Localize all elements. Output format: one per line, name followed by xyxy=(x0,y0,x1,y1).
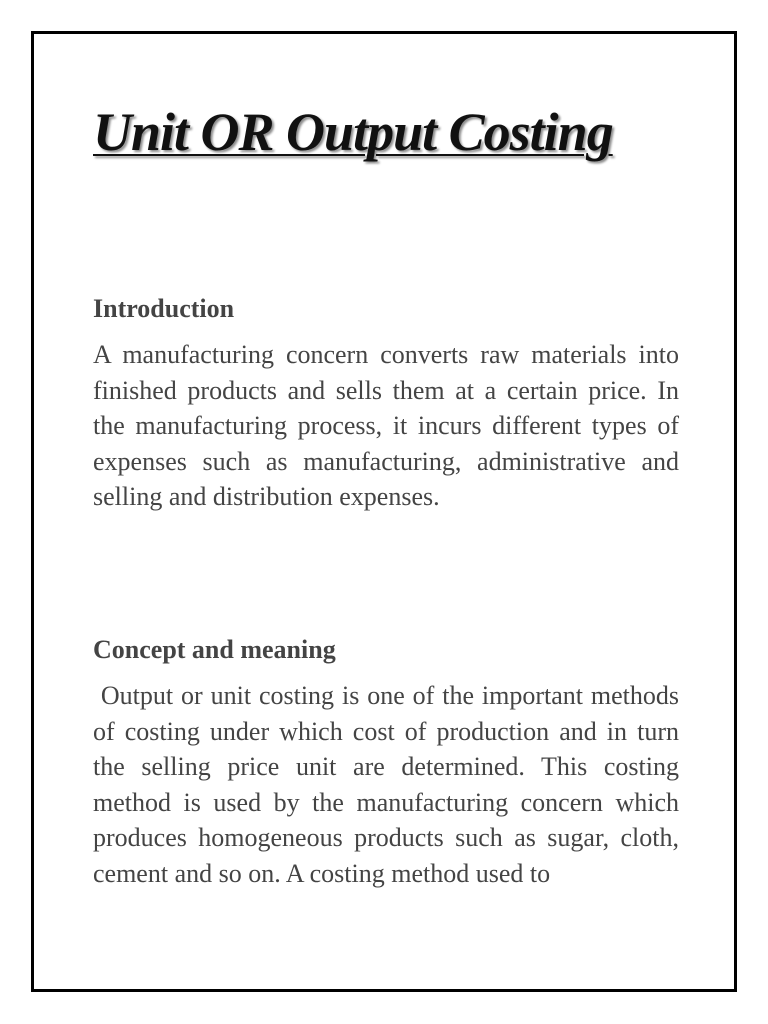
section-paragraph-concept-and-meaning: Output or unit costing is one of the important methods of costing under which cost of production and in turn the selling price unit are determined. This costing method is used by the manufacturing concern which produces homogeneous products such as sugar, cloth, cement and so on. A costing method used to xyxy=(93,681,679,888)
page-frame xyxy=(31,31,737,992)
section-paragraph-introduction: A manufacturing concern converts raw materials into finished products and sells them at a certain price. In the manufacturing process, it incurs different types of expenses such as manufacturing, administrative and selling and distribution expenses. xyxy=(93,340,679,512)
document-title: Unit OR Output Costing xyxy=(93,102,613,162)
section-heading-concept-and-meaning: Concept and meaning xyxy=(93,635,336,664)
section-heading-introduction: Introduction xyxy=(93,294,235,323)
